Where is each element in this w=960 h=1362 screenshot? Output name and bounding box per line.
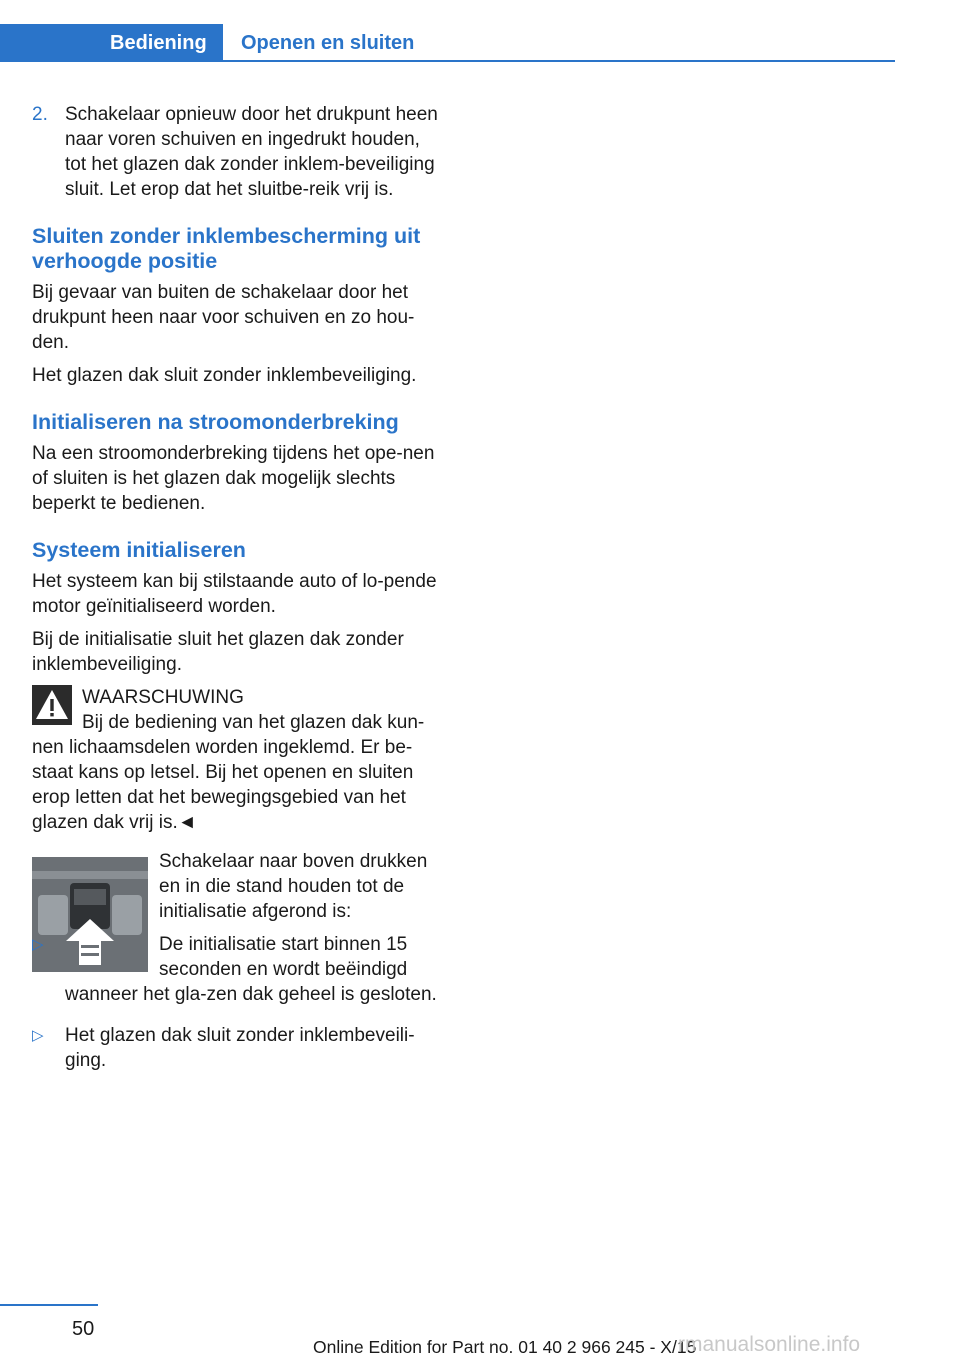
- bullet-item: [32, 1023, 444, 1073]
- heading-close-without-protection: Sluiten zonder inklembescherming uit verhoogde positie: [32, 224, 421, 273]
- step-text: Schakelaar opnieuw door het drukpunt heen naar voren schuiven en ingedrukt houden, tot het glazen dak zonder inklem‐beveiliging sluit. Let erop dat het sluitbe‐reik vrij is.: [65, 104, 438, 200]
- watermark: rmanualsonline.info: [678, 1333, 861, 1356]
- section-tab: Openen en sluiten: [241, 32, 415, 54]
- paragraph: Bij gevaar van buiten de schakelaar door het drukpunt heen naar voor schuiven en zo hou‐den.: [32, 282, 415, 353]
- bullet-text: Het glazen dak sluit zonder inklembeveili‐ging.: [65, 1025, 415, 1071]
- step-number: 2.: [32, 104, 48, 125]
- heading-system-initialize: Systeem initialiseren: [32, 538, 246, 562]
- footer-rule: [0, 1304, 98, 1306]
- bullet-item: [32, 932, 444, 1007]
- page-number: 50: [72, 1318, 95, 1340]
- paragraph: Het glazen dak sluit zonder inklembeveiliging.: [32, 365, 417, 386]
- page-header: [0, 24, 895, 62]
- main-content: [32, 102, 444, 1081]
- warning-text: Bij de bediening van het glazen dak kun‐nen lichaamsdelen worden ingeklemd. Er be‐staat kans op letsel. Bij het openen en sluiten erop letten dat het bewegingsgebied van het glazen dak vrij is.◄: [32, 712, 425, 833]
- warning-block: [32, 685, 444, 835]
- paragraph: Bij de initialisatie sluit het glazen dak zonder inklembeveiliging.: [32, 629, 404, 675]
- edition-text: Online Edition for Part no. 01 40 2 966 245 - X/15: [313, 1337, 697, 1357]
- heading-initialize-after-power-loss: Initialiseren na stroomonderbreking: [32, 410, 399, 434]
- chapter-tab-active: Bediening: [0, 24, 223, 62]
- bullet-text: De initialisatie start binnen 15 seconden en wordt beëindigd wanneer het gla‐zen dak geheel is gesloten.: [65, 934, 437, 1005]
- warning-label: WAARSCHUWING: [82, 687, 244, 708]
- instruction-block: [32, 849, 444, 1015]
- bullet-triangle-icon: ▷: [32, 936, 44, 953]
- step-2: [32, 102, 444, 202]
- paragraph: Na een stroomonderbreking tijdens het ope‐nen of sluiten is het glazen dak mogelijk slechts beperkt te bedienen.: [32, 443, 435, 514]
- warning-triangle-icon: [32, 685, 72, 725]
- instruction-text: Schakelaar naar boven drukken en in die stand houden tot de initialisatie afgerond is:: [159, 851, 428, 922]
- bullet-triangle-icon: ▷: [32, 1027, 44, 1044]
- paragraph: Het systeem kan bij stilstaande auto of lo‐pende motor geïnitialiseerd worden.: [32, 571, 437, 617]
